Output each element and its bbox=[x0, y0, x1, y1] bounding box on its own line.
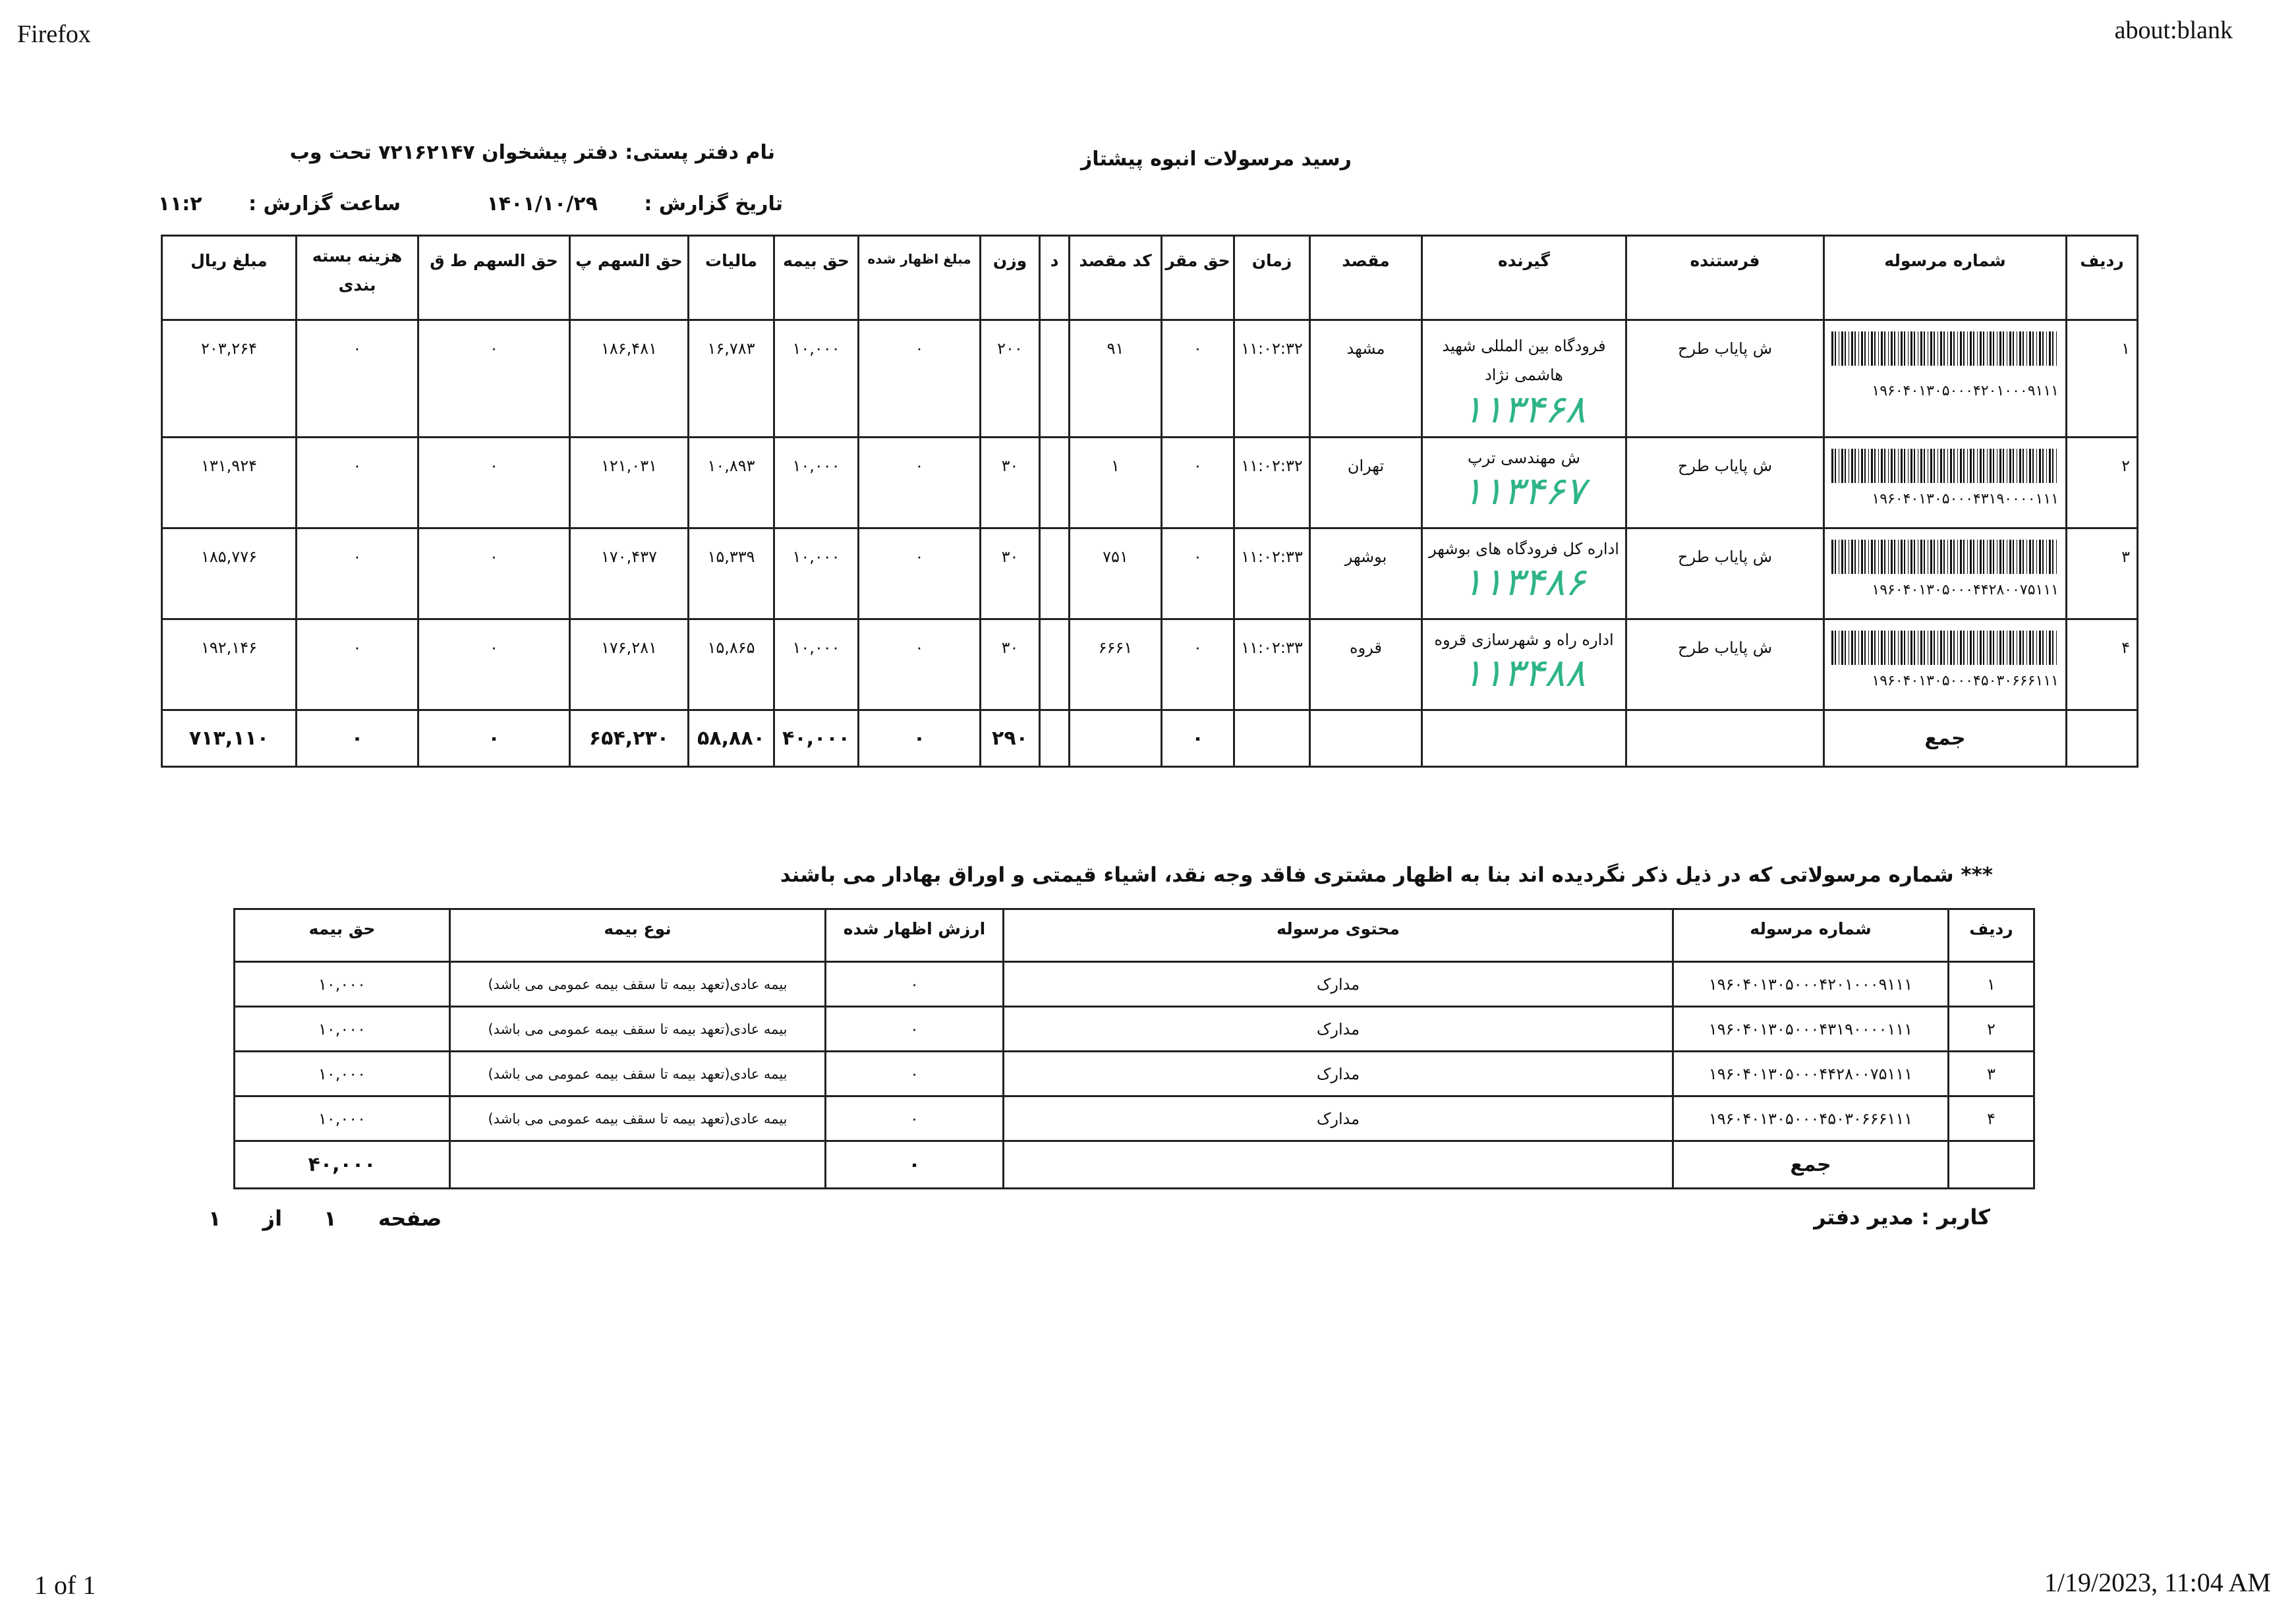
col-dest: مقصد bbox=[1310, 236, 1422, 320]
row-number: ۳ bbox=[2067, 528, 2138, 619]
total-amount: ۷۱۳,۱۱۰ bbox=[162, 710, 297, 767]
barcode-icon bbox=[1831, 331, 2059, 366]
col-type: نوع بیمه bbox=[450, 909, 826, 962]
table-row bbox=[162, 528, 2138, 619]
total-tax: ۵۸,۸۸۰ bbox=[689, 710, 774, 767]
disclaimer-note: *** شماره مرسولاتی که در ذیل ذکر نگردیده اند بنا به اظهار مشتری فاقد وجه نقد، اشیاء قیمتی و اوراق بهادار می باشند bbox=[780, 863, 1993, 887]
browser-url: about:blank bbox=[2114, 16, 2233, 44]
receiver-name: فرودگاه بین المللی شهید هاشمی نژاد bbox=[1442, 337, 1606, 384]
page-current: ۱ bbox=[324, 1206, 337, 1231]
page-of: از bbox=[262, 1206, 283, 1231]
barcode-icon bbox=[1831, 449, 2059, 483]
weight-cell: ۲۰۰ bbox=[981, 320, 1040, 438]
insurance-header-row bbox=[235, 909, 2034, 962]
dest-cell: قروه bbox=[1310, 619, 1422, 710]
handwritten-number: ۱۱۳۴۶۷ bbox=[1462, 469, 1586, 513]
page-indicator bbox=[191, 1206, 459, 1231]
col-amount: مبلغ ریال bbox=[162, 236, 297, 320]
premium-cell: ۱۰,۰۰۰ bbox=[235, 1052, 450, 1096]
table-row bbox=[235, 1007, 2034, 1052]
type-cell: بیمه عادی(تعهد بیمه تا سقف بیمه عمومی می باشد) bbox=[450, 1096, 826, 1141]
dest-cell: بوشهر bbox=[1310, 528, 1422, 619]
tax-cell: ۱۵,۸۶۵ bbox=[689, 619, 774, 710]
office-line bbox=[290, 141, 775, 164]
col-share-p: حق السهم پ bbox=[570, 236, 689, 320]
date-value: ۱۴۰۱/۱۰/۲۹ bbox=[486, 192, 598, 215]
total-insurance: ۴۰,۰۰۰ bbox=[774, 710, 859, 767]
dest-code-cell: ۱ bbox=[1070, 438, 1162, 528]
premium-cell: ۱۰,۰۰۰ bbox=[235, 1096, 450, 1141]
row-number: ۳ bbox=[1949, 1052, 2034, 1096]
weight-cell: ۳۰ bbox=[981, 619, 1040, 710]
tax-cell: ۱۶,۷۸۳ bbox=[689, 320, 774, 438]
dest-code-cell: ۹۱ bbox=[1070, 320, 1162, 438]
total-label: جمع bbox=[1824, 710, 2067, 767]
receiver-name: اداره کل فرودگاه های بوشهر bbox=[1429, 540, 1619, 558]
tax-cell: ۱۰,۸۹۳ bbox=[689, 438, 774, 528]
insurance-cell: ۱۰,۰۰۰ bbox=[774, 320, 859, 438]
parcel-number: ۱۹۶۰۴۰۱۳۰۵۰۰۰۴۴۲۸۰۰۷۵۱۱۱ bbox=[1872, 582, 2059, 598]
col-weight: وزن bbox=[981, 236, 1040, 320]
total-empty bbox=[2067, 710, 2138, 767]
receiver-cell bbox=[1422, 528, 1626, 619]
packing-cell: ۰ bbox=[297, 619, 418, 710]
packing-cell: ۰ bbox=[297, 438, 418, 528]
declared-cell: ۰ bbox=[859, 619, 981, 710]
share-tq-cell: ۰ bbox=[418, 528, 570, 619]
total-empty bbox=[1004, 1141, 1673, 1189]
handwritten-number: ۱۱۳۴۸۸ bbox=[1462, 650, 1586, 695]
maqar-cell: ۰ bbox=[1162, 528, 1234, 619]
d-cell bbox=[1040, 528, 1070, 619]
col-insurance: حق بیمه bbox=[774, 236, 859, 320]
col-receiver: گیرنده bbox=[1422, 236, 1626, 320]
col-declared: مبلغ اظهار شده bbox=[859, 236, 981, 320]
col-share-tq: حق السهم ط ق bbox=[418, 236, 570, 320]
insurance-total-row bbox=[235, 1141, 2034, 1189]
type-cell: بیمه عادی(تعهد بیمه تا سقف بیمه عمومی می باشد) bbox=[450, 962, 826, 1007]
dest-code-cell: ۶۶۶۱ bbox=[1070, 619, 1162, 710]
total-empty bbox=[1040, 710, 1070, 767]
col-parcel: شماره مرسوله bbox=[1673, 909, 1949, 962]
row-number: ۱ bbox=[1949, 962, 2034, 1007]
print-page-count: 1 of 1 bbox=[34, 1570, 96, 1600]
type-cell: بیمه عادی(تعهد بیمه تا سقف بیمه عمومی می باشد) bbox=[450, 1052, 826, 1096]
sender-cell: ش پاياب طرح bbox=[1626, 438, 1824, 528]
parcel-number: ۱۹۶۰۴۰۱۳۰۵۰۰۰۴۳۱۹۰۰۰۰۱۱۱ bbox=[1673, 1007, 1949, 1052]
receiver-cell bbox=[1422, 619, 1626, 710]
share-p-cell: ۱۲۱,۰۳۱ bbox=[570, 438, 689, 528]
share-p-cell: ۱۷۶,۲۸۱ bbox=[570, 619, 689, 710]
total-empty bbox=[1626, 710, 1824, 767]
parcel-cell bbox=[1824, 619, 2067, 710]
table-row bbox=[162, 619, 2138, 710]
total-empty bbox=[450, 1141, 826, 1189]
total-share-p: ۶۵۴,۲۳۰ bbox=[570, 710, 689, 767]
d-cell bbox=[1040, 320, 1070, 438]
parcels-header-row bbox=[162, 236, 2138, 320]
col-row: ردیف bbox=[1949, 909, 2034, 962]
declared-cell: ۰ bbox=[859, 528, 981, 619]
row-number: ۲ bbox=[2067, 438, 2138, 528]
total-empty bbox=[1949, 1141, 2034, 1189]
barcode-icon bbox=[1831, 540, 2059, 574]
col-row: ردیف bbox=[2067, 236, 2138, 320]
total-empty bbox=[1070, 710, 1162, 767]
time-cell: ۱۱:۰۲:۳۲ bbox=[1234, 438, 1310, 528]
date-label: تاریخ گزارش : bbox=[644, 192, 783, 215]
dest-code-cell: ۷۵۱ bbox=[1070, 528, 1162, 619]
dest-cell: مشهد bbox=[1310, 320, 1422, 438]
time-cell: ۱۱:۰۲:۳۳ bbox=[1234, 619, 1310, 710]
packing-cell: ۰ bbox=[297, 528, 418, 619]
parcel-cell bbox=[1824, 528, 2067, 619]
browser-app-name: Firefox bbox=[17, 20, 91, 48]
insurance-cell: ۱۰,۰۰۰ bbox=[774, 619, 859, 710]
total-packing: ۰ bbox=[297, 710, 418, 767]
declared-cell: ۰ bbox=[826, 962, 1004, 1007]
col-declared: ارزش اظهار شده bbox=[826, 909, 1004, 962]
table-row bbox=[235, 962, 2034, 1007]
total-declared: ۰ bbox=[859, 710, 981, 767]
share-tq-cell: ۰ bbox=[418, 320, 570, 438]
total-premium: ۴۰,۰۰۰ bbox=[235, 1141, 450, 1189]
time-cell: ۱۱:۰۲:۳۲ bbox=[1234, 320, 1310, 438]
total-maqar: ۰ bbox=[1162, 710, 1234, 767]
packing-cell: ۰ bbox=[297, 320, 418, 438]
parcel-cell bbox=[1824, 320, 2067, 438]
maqar-cell: ۰ bbox=[1162, 438, 1234, 528]
total-declared: ۰ bbox=[826, 1141, 1004, 1189]
sender-cell: ش پاياب طرح bbox=[1626, 619, 1824, 710]
report-title: رسید مرسولات انبوه پیشتاز bbox=[1081, 148, 1352, 171]
user-label: کاربر : مدیر دفتر bbox=[1814, 1205, 1990, 1230]
content-cell: مدارک bbox=[1004, 1052, 1673, 1096]
sender-cell: ش پاياب طرح bbox=[1626, 320, 1824, 438]
sender-cell: ش پاياب طرح bbox=[1626, 528, 1824, 619]
print-datetime: 1/19/2023, 11:04 AM bbox=[2044, 1568, 2271, 1597]
declared-cell: ۰ bbox=[826, 1096, 1004, 1141]
office-label: نام دفتر پستی: bbox=[625, 141, 775, 164]
page-total: ۱ bbox=[208, 1206, 221, 1231]
row-number: ۲ bbox=[1949, 1007, 2034, 1052]
col-premium: حق بیمه bbox=[235, 909, 450, 962]
total-label: جمع bbox=[1673, 1141, 1949, 1189]
dest-cell: تهران bbox=[1310, 438, 1422, 528]
amount-cell: ۱۹۲,۱۴۶ bbox=[162, 619, 297, 710]
receiver-name: اداره راه و شهرسازی قروه bbox=[1434, 631, 1614, 649]
row-number: ۱ bbox=[2067, 320, 2138, 438]
office-value: دفتر پیشخوان ۷۲۱۶۲۱۴۷ تحت وب bbox=[289, 141, 618, 164]
col-packing: هزینه بسته بندی bbox=[297, 236, 418, 320]
parcel-number: ۱۹۶۰۴۰۱۳۰۵۰۰۰۴۲۰۱۰۰۰۹۱۱۱ bbox=[1872, 383, 2059, 399]
receiver-name: ش مهندسی ترپ bbox=[1468, 449, 1580, 467]
amount-cell: ۱۳۱,۹۲۴ bbox=[162, 438, 297, 528]
col-maqar: حق مقر bbox=[1162, 236, 1234, 320]
row-number: ۴ bbox=[2067, 619, 2138, 710]
col-tax: مالیات bbox=[689, 236, 774, 320]
share-tq-cell: ۰ bbox=[418, 438, 570, 528]
parcel-cell bbox=[1824, 438, 2067, 528]
handwritten-number: ۱۱۳۴۶۸ bbox=[1462, 387, 1586, 432]
parcel-number: ۱۹۶۰۴۰۱۳۰۵۰۰۰۴۵۰۳۰۶۶۶۱۱۱ bbox=[1673, 1096, 1949, 1141]
table-row bbox=[162, 320, 2138, 438]
time-cell: ۱۱:۰۲:۳۳ bbox=[1234, 528, 1310, 619]
parcel-number: ۱۹۶۰۴۰۱۳۰۵۰۰۰۴۵۰۳۰۶۶۶۱۱۱ bbox=[1872, 673, 2059, 689]
declared-cell: ۰ bbox=[859, 438, 981, 528]
receiver-cell bbox=[1422, 438, 1626, 528]
table-row bbox=[235, 1096, 2034, 1141]
parcel-number: ۱۹۶۰۴۰۱۳۰۵۰۰۰۴۲۰۱۰۰۰۹۱۱۱ bbox=[1673, 962, 1949, 1007]
time-label: ساعت گزارش : bbox=[248, 192, 401, 215]
row-number: ۴ bbox=[1949, 1096, 2034, 1141]
parcels-table bbox=[161, 235, 2138, 768]
d-cell bbox=[1040, 619, 1070, 710]
total-empty bbox=[1422, 710, 1626, 767]
tax-cell: ۱۵,۳۳۹ bbox=[689, 528, 774, 619]
declared-cell: ۰ bbox=[859, 320, 981, 438]
total-weight: ۲۹۰ bbox=[981, 710, 1040, 767]
total-empty bbox=[1234, 710, 1310, 767]
weight-cell: ۳۰ bbox=[981, 528, 1040, 619]
col-content: محتوی مرسوله bbox=[1004, 909, 1673, 962]
share-p-cell: ۱۸۶,۴۸۱ bbox=[570, 320, 689, 438]
col-d: د bbox=[1040, 236, 1070, 320]
maqar-cell: ۰ bbox=[1162, 619, 1234, 710]
weight-cell: ۳۰ bbox=[981, 438, 1040, 528]
total-share-tq: ۰ bbox=[418, 710, 570, 767]
col-time: زمان bbox=[1234, 236, 1310, 320]
date-line bbox=[158, 192, 783, 215]
share-tq-cell: ۰ bbox=[418, 619, 570, 710]
handwritten-number: ۱۱۳۴۸۶ bbox=[1462, 559, 1586, 604]
maqar-cell: ۰ bbox=[1162, 320, 1234, 438]
declared-cell: ۰ bbox=[826, 1052, 1004, 1096]
table-row bbox=[162, 438, 2138, 528]
content-cell: مدارک bbox=[1004, 962, 1673, 1007]
parcel-number: ۱۹۶۰۴۰۱۳۰۵۰۰۰۴۳۱۹۰۰۰۰۱۱۱ bbox=[1872, 491, 2059, 507]
time-value: ۱۱:۲ bbox=[158, 192, 202, 215]
barcode-icon bbox=[1831, 631, 2059, 665]
insurance-table bbox=[233, 908, 2035, 1189]
type-cell: بیمه عادی(تعهد بیمه تا سقف بیمه عمومی می باشد) bbox=[450, 1007, 826, 1052]
insurance-cell: ۱۰,۰۰۰ bbox=[774, 528, 859, 619]
col-dest-code: کد مقصد bbox=[1070, 236, 1162, 320]
page-label: صفحه bbox=[378, 1206, 442, 1231]
content-cell: مدارک bbox=[1004, 1007, 1673, 1052]
declared-cell: ۰ bbox=[826, 1007, 1004, 1052]
table-row bbox=[235, 1052, 2034, 1096]
premium-cell: ۱۰,۰۰۰ bbox=[235, 962, 450, 1007]
parcel-number: ۱۹۶۰۴۰۱۳۰۵۰۰۰۴۴۲۸۰۰۷۵۱۱۱ bbox=[1673, 1052, 1949, 1096]
premium-cell: ۱۰,۰۰۰ bbox=[235, 1007, 450, 1052]
receiver-cell bbox=[1422, 320, 1626, 438]
col-sender: فرستنده bbox=[1626, 236, 1824, 320]
col-parcel: شماره مرسوله bbox=[1824, 236, 2067, 320]
d-cell bbox=[1040, 438, 1070, 528]
parcels-total-row bbox=[162, 710, 2138, 767]
total-empty bbox=[1310, 710, 1422, 767]
content-cell: مدارک bbox=[1004, 1096, 1673, 1141]
amount-cell: ۱۸۵,۷۷۶ bbox=[162, 528, 297, 619]
insurance-cell: ۱۰,۰۰۰ bbox=[774, 438, 859, 528]
amount-cell: ۲۰۳,۲۶۴ bbox=[162, 320, 297, 438]
share-p-cell: ۱۷۰,۴۳۷ bbox=[570, 528, 689, 619]
